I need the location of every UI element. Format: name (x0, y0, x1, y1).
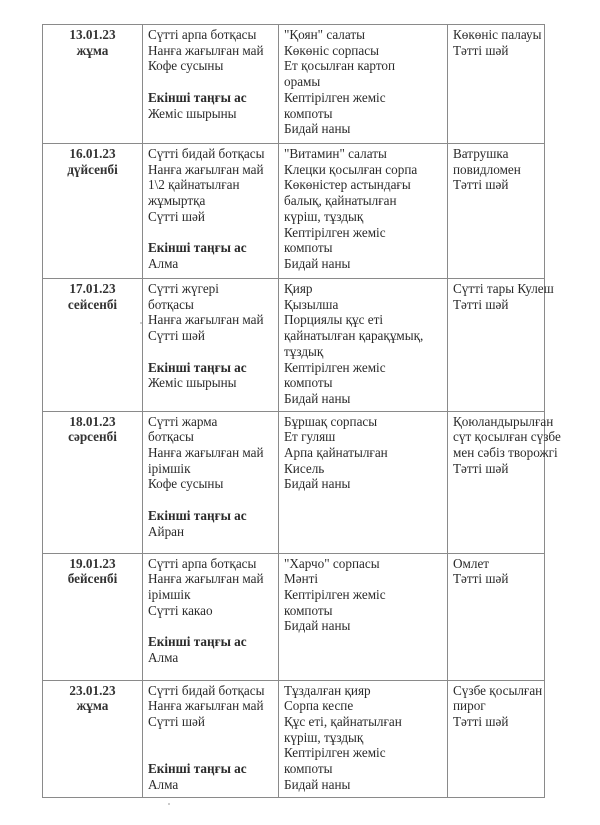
weekday: жұма (76, 42, 109, 58)
menu-item: Бидай наны (284, 776, 351, 792)
menu-item: Тәтті шәй (453, 571, 509, 587)
menu-row (43, 279, 545, 412)
menu-item: Алма (148, 776, 179, 792)
menu-item: ботқасы (148, 429, 194, 445)
scan-speck (140, 322, 142, 324)
meal-subheading: Екінші таңғы ас (148, 89, 247, 105)
date: 23.01.23 (69, 682, 116, 698)
menu-item: "Витамин" салаты (284, 146, 387, 161)
menu-item: Мәнті (284, 571, 319, 587)
menu-item: Кептірілген жеміс (284, 224, 386, 240)
menu-item (148, 730, 273, 746)
menu-item: Көкөніс сорпасы (284, 42, 379, 58)
menu-item: Алма (148, 649, 179, 665)
menu-item: Қызылша (284, 296, 339, 312)
menu-item (148, 618, 273, 634)
menu-item: Нанға жағылған май (148, 42, 264, 58)
menu-item: күріш, тұздық (284, 729, 364, 745)
meal-subheading: Екінші таңғы ас (148, 507, 247, 523)
menu-item: Арпа қайнатылған (284, 445, 388, 461)
breakfast-cell (143, 279, 279, 412)
menu-item: Тұздалған қияр (284, 682, 371, 698)
menu-item: Клецки қосылған сорпа (284, 161, 418, 177)
dinner-cell (448, 553, 545, 680)
menu-item: Ватрушка (453, 146, 509, 161)
menu-item: қайнатылған қарақұмық, (284, 328, 424, 344)
menu-item: Бидай наны (284, 618, 351, 634)
menu-item: Тәтті шәй (453, 714, 509, 730)
menu-item: Бұршақ сорпасы (284, 413, 378, 429)
menu-item: Сүзбе қосылған (453, 682, 543, 698)
date: 16.01.23 (69, 146, 116, 161)
menu-item: мен сәбіз творожгі (453, 445, 558, 461)
menu-item: компоты (284, 602, 333, 618)
menu-item: Сүтті шәй (148, 208, 205, 224)
menu-item: Тәтті шәй (453, 460, 509, 476)
menu-item: Бидай наны (284, 390, 351, 406)
date-cell (43, 680, 143, 797)
menu-item: Нанға жағылған май (148, 445, 264, 461)
menu-item: Кофе сусыны (148, 58, 224, 74)
dinner-cell (448, 680, 545, 797)
menu-item: Сүтті жарма (148, 413, 218, 429)
menu-item: Сүтті бидай ботқасы (148, 682, 265, 698)
menu-item: ірімшік (148, 460, 191, 476)
menu-item: Бидай наны (284, 121, 351, 137)
menu-item: 1\2 қайнатылған (148, 177, 240, 193)
menu-item: компоты (284, 375, 333, 391)
weekday: сәрсенбі (68, 429, 117, 445)
date-cell (43, 411, 143, 553)
lunch-cell (279, 411, 448, 553)
menu-item: күріш, тұздық (284, 208, 364, 224)
lunch-cell (279, 144, 448, 279)
weekday: жұма (76, 698, 109, 714)
date-cell (43, 144, 143, 279)
menu-item: ірімшік (148, 587, 191, 603)
menu-item: Жеміс шырыны (148, 105, 237, 121)
menu-item: Тәтті шәй (453, 177, 509, 193)
date: 18.01.23 (69, 413, 116, 429)
menu-item: балық, қайнатылған (284, 193, 397, 209)
menu-item: повидломен (453, 161, 521, 177)
menu-item: компоты (284, 761, 333, 777)
menu-item: Тәтті шәй (453, 296, 509, 312)
menu-item: сүт қосылған сүзбе (453, 429, 561, 445)
menu-item: Сүтті тары Кулеш (453, 281, 554, 296)
menu-item: Қоюландырылған (453, 413, 554, 429)
date-cell (43, 553, 143, 680)
menu-item: тұздық (284, 343, 324, 359)
menu-item: Нанға жағылған май (148, 698, 264, 714)
menu-item: компоты (284, 240, 333, 256)
meal-subheading: Екінші таңғы ас (148, 761, 247, 777)
dinner-cell (448, 411, 561, 553)
menu-item: Сүтті жүгері (148, 281, 219, 296)
lunch-cell (279, 680, 448, 797)
weekday: сейсенбі (67, 296, 118, 312)
menu-item: Сүтті арпа ботқасы (148, 27, 257, 42)
menu-item: Ет гуляш (284, 429, 336, 445)
menu-item: Бидай наны (284, 255, 351, 271)
menu-item: Сүтті шәй (148, 714, 205, 730)
menu-item (148, 225, 273, 241)
lunch-cell (279, 279, 448, 412)
breakfast-cell (143, 411, 279, 553)
date: 13.01.23 (69, 27, 116, 42)
menu-item: Тәтті шәй (453, 42, 509, 58)
menu-item: Сүтті бидай ботқасы (148, 146, 265, 161)
menu-item: Порциялы құс еті (284, 312, 384, 328)
menu-item: "Қоян" салаты (284, 27, 366, 42)
menu-item: Нанға жағылған май (148, 571, 264, 587)
menu-item: Нанға жағылған май (148, 161, 264, 177)
date-cell (43, 279, 143, 412)
lunch-cell (279, 25, 448, 144)
menu-item: Алма (148, 255, 179, 271)
menu-item: пирог (453, 698, 486, 714)
weekday: бейсенбі (67, 571, 118, 587)
menu-item: Кептірілген жеміс (284, 587, 386, 603)
date-cell (43, 25, 143, 144)
menu-table (42, 24, 561, 798)
breakfast-cell (143, 25, 279, 144)
breakfast-cell (143, 144, 279, 279)
breakfast-cell (143, 680, 279, 797)
menu-item: "Харчо" сорпасы (284, 555, 380, 571)
menu-item: Кисель (284, 460, 325, 476)
menu-item: Айран (148, 523, 185, 539)
menu-item: компоты (284, 105, 333, 121)
meal-subheading: Екінші таңғы ас (148, 240, 247, 256)
menu-item: жұмыртқа (148, 193, 206, 209)
dinner-cell (448, 144, 545, 279)
menu-item: Сүтті арпа ботқасы (148, 555, 257, 571)
menu-item: Сүтті какао (148, 602, 213, 618)
menu-item: Құс еті, қайнатылған (284, 714, 402, 730)
menu-item: Сорпа кеспе (284, 698, 354, 714)
menu-item: Кептірілген жеміс (284, 359, 386, 375)
breakfast-cell (143, 553, 279, 680)
menu-item (148, 492, 273, 508)
dinner-cell (448, 279, 554, 412)
scan-speck (168, 803, 170, 805)
menu-row (43, 411, 545, 553)
date: 19.01.23 (69, 555, 116, 571)
dinner-cell (448, 25, 545, 144)
menu-row (43, 553, 545, 680)
menu-item: Көкөністер астындағы (284, 177, 411, 193)
menu-row (43, 25, 545, 144)
menu-item (148, 344, 273, 360)
menu-item: Жеміс шырыны (148, 375, 237, 391)
menu-item (148, 74, 273, 90)
menu-item: Кептірілген жеміс (284, 89, 386, 105)
menu-item: Омлет (453, 555, 490, 571)
menu-item: Бидай наны (284, 476, 351, 492)
menu-row (43, 680, 545, 797)
meal-subheading: Екінші таңғы ас (148, 359, 247, 375)
meal-subheading: Екінші таңғы ас (148, 634, 247, 650)
menu-item: Сүтті шәй (148, 328, 205, 344)
menu-item: орамы (284, 74, 321, 90)
menu-item (148, 745, 273, 761)
menu-item: ботқасы (148, 296, 194, 312)
menu-row (43, 144, 545, 279)
lunch-cell (279, 553, 448, 680)
date: 17.01.23 (69, 281, 116, 296)
menu-item: Қияр (284, 281, 313, 296)
menu-item: Кофе сусыны (148, 476, 224, 492)
menu-item: Нанға жағылған май (148, 312, 264, 328)
menu-item: Көкөніс палауы (453, 27, 542, 42)
menu-item: Ет қосылған картоп (284, 58, 396, 74)
menu-item: Кептірілген жеміс (284, 745, 386, 761)
weekday: дүйсенбі (67, 161, 118, 177)
